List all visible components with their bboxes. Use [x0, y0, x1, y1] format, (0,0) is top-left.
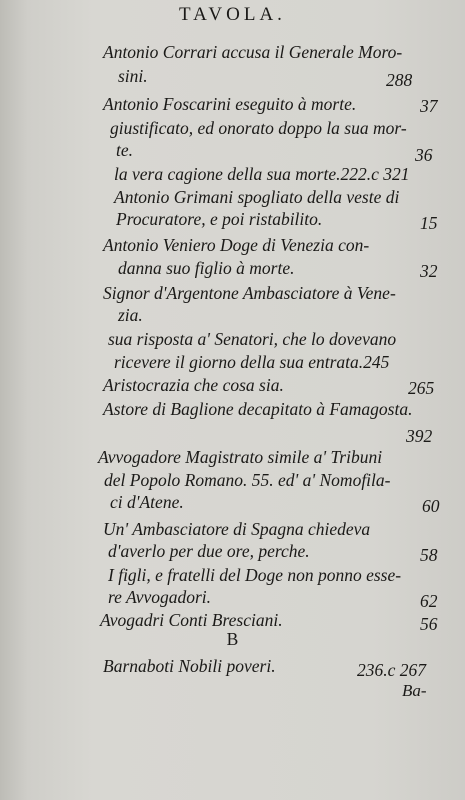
- entry-line: Antonio Corrari accusa il Generale Moro-: [103, 42, 403, 62]
- entry-line: sini.: [118, 66, 148, 86]
- page-reference: 15: [420, 213, 438, 233]
- entry-line: danna suo figlio à morte.: [118, 258, 295, 278]
- page-reference: 36: [415, 145, 433, 165]
- entry-line: Astore di Baglione decapitato à Famagosta.: [103, 399, 413, 419]
- entry-line: Signor d'Argentone Ambasciatore à Vene-: [103, 283, 396, 303]
- page-reference: 288: [386, 70, 413, 90]
- page-heading: TAVOLA.: [179, 4, 286, 25]
- entry-line: Barnaboti Nobili poveri.: [103, 656, 276, 676]
- page-reference: 236.c 267: [357, 660, 427, 680]
- entry-line: d'averlo per due ore, perche.: [108, 541, 310, 561]
- page-reference: 58: [420, 545, 438, 565]
- entry-line: Antonio Grimani spogliato della veste di: [114, 187, 400, 207]
- entry-line: Aristocrazia che cosa sia.: [103, 375, 284, 395]
- entry-line: Procuratore, e poi ristabilito.: [116, 209, 323, 229]
- page-reference: 62: [420, 591, 438, 611]
- entry-line: Antonio Veniero Doge di Venezia con-: [103, 235, 370, 255]
- entry-line: Antonio Foscarini eseguito à morte.: [103, 94, 357, 114]
- entry-line: ricevere il giorno della sua entrata.245: [114, 352, 390, 372]
- entry-line: ci d'Atene.: [110, 492, 184, 512]
- page-reference: 32: [420, 261, 438, 281]
- page-reference: 56: [420, 614, 438, 634]
- page-reference: 392: [406, 426, 433, 446]
- entry-line: Avvogadore Magistrato simile a' Tribuni: [98, 447, 383, 467]
- entry-line: I figli, e fratelli del Doge non ponno esse-: [108, 565, 402, 585]
- entry-line: Un' Ambasciatore di Spagna chiedeva: [103, 519, 371, 539]
- catchword: Ba-: [402, 681, 427, 700]
- entry-line: Avogadri Conti Bresciani.: [100, 610, 283, 630]
- section-letter: B: [226, 629, 239, 649]
- page-reference: 37: [420, 96, 438, 116]
- entry-line: giustificato, ed onorato doppo la sua mor-: [110, 118, 407, 138]
- page-reference: 265: [408, 378, 435, 398]
- page-reference: 60: [422, 496, 440, 516]
- entry-line: re Avvogadori.: [108, 587, 212, 607]
- entry-line: la vera cagione della sua morte.222.c 321: [114, 164, 410, 184]
- entry-line: del Popolo Romano. 55. ed' a' Nomofila-: [104, 470, 391, 490]
- entry-line: te.: [116, 140, 134, 160]
- entry-line: zia.: [118, 305, 143, 325]
- entry-line: sua risposta a' Senatori, che lo dovevano: [108, 329, 397, 349]
